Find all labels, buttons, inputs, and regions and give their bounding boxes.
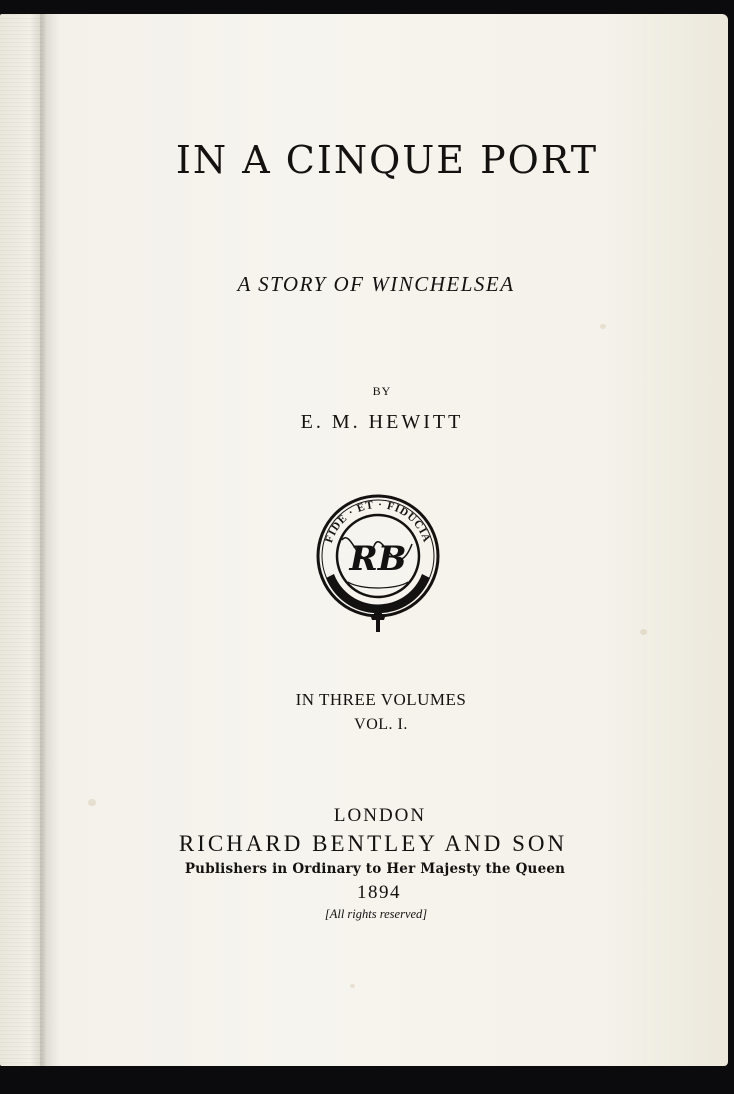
publisher-appointment: Publishers in Ordinary to Her Majesty the Queen (184, 861, 566, 877)
seal-monogram: RB (349, 539, 407, 579)
foxing-spot (640, 629, 647, 635)
author-name: E. M. HEWITT (300, 411, 464, 433)
seal-motto: FIDE · ET · FIDUCIA (323, 498, 433, 545)
by-line: BY (372, 384, 392, 398)
publication-year: 1894 (357, 882, 401, 903)
volumes-note: IN THREE VOLUMES (295, 690, 467, 709)
book-title: IN A CINQUE PORT (175, 138, 599, 182)
foxing-spot (600, 324, 606, 329)
foxing-spot (350, 984, 355, 988)
title-page (0, 14, 728, 1066)
publication-city: LONDON (333, 805, 427, 826)
publisher-seal-icon (312, 486, 444, 636)
publisher-name: RICHARD BENTLEY AND SON (178, 831, 568, 856)
volume-number: VOL. I. (354, 716, 408, 733)
rights-notice: [All rights reserved] (324, 907, 428, 921)
book-subtitle: A STORY OF WINCHELSEA (237, 272, 515, 296)
